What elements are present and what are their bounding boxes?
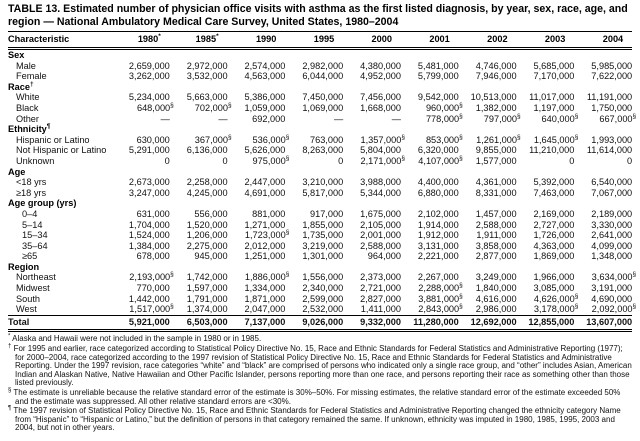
row-label: Unknown (16, 155, 55, 166)
row-value-cell: 640,000§ (541, 112, 579, 124)
table-row (8, 71, 632, 82)
row-value-cell: 881,000 (252, 208, 286, 219)
row-value-cell: 2,288,000§ (418, 282, 463, 294)
row-label: 0–4 (22, 208, 38, 219)
row-value-cell: 1,374,000 (186, 304, 228, 315)
row-value-cell: 2,574,000 (244, 60, 286, 71)
row-value-cell: 7,463,000 (533, 187, 575, 198)
row-value-cell: 4,245,000 (186, 187, 228, 198)
row-value-cell: 1,871,000 (244, 293, 286, 304)
row-value-cell: 1,914,000 (417, 219, 459, 230)
row-value-cell: 2,102,000 (417, 208, 459, 219)
table-header (8, 32, 632, 49)
row-value-cell: 763,000 (309, 134, 344, 145)
row-value-cell: 631,000 (136, 208, 170, 219)
row-value-cell: 4,380,000 (360, 60, 401, 71)
total-value-cell: 9,332,000 (343, 315, 401, 331)
row-value-cell: 1,271,000 (244, 219, 286, 230)
row-value-cell: 7,622,000 (591, 71, 633, 82)
row-label: 15–34 (22, 230, 48, 241)
row-value-cell: 1,855,000 (302, 219, 344, 230)
row-label: Female (16, 71, 47, 82)
row-value-cell: 4,690,000 (591, 293, 633, 304)
row-value-cell: 2,588,000 (360, 240, 401, 251)
row-value-cell: 9,542,000 (417, 92, 459, 103)
row-value-cell: 1,966,000 (533, 272, 575, 283)
row-value-cell: 367,000§ (194, 133, 232, 145)
row-value-cell: 1,742,000 (186, 272, 228, 283)
section-label: Ethnicity¶ (8, 123, 51, 135)
row-value-cell: 3,988,000 (360, 177, 401, 188)
table-title: TABLE 13. Estimated number of physician office visits with asthma as the first listed diagnosis, by year, sex, race, age, and region — National Ambulatory Medical Care Survey, United States, 1980–2004 (8, 3, 628, 28)
table-row (8, 61, 632, 72)
row-value-cell: 5,386,000 (244, 92, 286, 103)
row-value-cell: 8,263,000 (302, 145, 344, 156)
row-value-cell: 1,357,000§ (360, 133, 405, 145)
table-row (8, 103, 632, 114)
section-row (8, 124, 632, 135)
row-value-cell: 3,249,000 (475, 272, 517, 283)
row-value-cell: 2,588,000 (475, 219, 517, 230)
table-row (8, 188, 632, 199)
total-value-cell: 12,855,000 (517, 315, 575, 331)
row-value-cell: 2,189,000 (591, 208, 633, 219)
row-value-cell: 1,668,000 (360, 102, 401, 113)
row-value-cell: 964,000 (367, 251, 401, 262)
row-value-cell: 4,361,000 (475, 177, 517, 188)
row-value-cell: 0 (338, 155, 344, 166)
footnote-marker: ¶ (8, 405, 12, 412)
row-value-cell: 1,197,000 (533, 102, 575, 113)
row-value-cell: 11,210,000 (529, 145, 575, 156)
total-row (8, 315, 632, 331)
row-value-cell: 11,017,000 (529, 92, 575, 103)
row-label: <18 yrs (16, 177, 47, 188)
row-value-cell: 5,291,000 (128, 145, 170, 156)
table-row (8, 177, 632, 188)
row-value-cell: 3,131,000 (417, 240, 459, 251)
row-value-cell: 1,886,000§ (244, 271, 290, 283)
row-value-cell: 1,251,000 (244, 251, 286, 262)
row-value-cell: 4,626,000§ (533, 292, 579, 304)
row-value-cell: 7,456,000 (360, 92, 401, 103)
footnote-marker: § (8, 387, 12, 394)
table-body (8, 49, 637, 331)
row-value-cell: 702,000§ (194, 101, 232, 113)
row-value-cell: 1,750,000 (591, 102, 633, 113)
row-label: ≥18 yrs (16, 187, 47, 198)
row-value-cell: 4,563,000 (244, 71, 286, 82)
row-value-cell: 10,513,000 (470, 92, 517, 103)
row-value-cell: 0 (569, 155, 575, 166)
section-label: Age group (yrs) (8, 198, 77, 209)
row-value-cell: 960,000§ (425, 101, 463, 113)
row-value-cell: 8,331,000 (475, 187, 517, 198)
row-value-cell: 2,447,000 (244, 177, 286, 188)
data-table (8, 31, 637, 332)
row-value-cell: — (334, 113, 344, 124)
row-label: Black (16, 102, 39, 113)
row-value-cell: 1,735,000 (302, 230, 344, 241)
row-value-cell: 1,261,000§ (476, 133, 521, 145)
row-value-cell: 2,001,000 (360, 230, 401, 241)
table-row (8, 92, 632, 103)
row-value-cell: 778,000§ (425, 112, 463, 124)
table-row (8, 209, 632, 220)
row-value-cell: 2,641,000 (591, 230, 633, 241)
row-value-cell: 1,442,000 (128, 293, 170, 304)
row-value-cell: 945,000 (194, 251, 228, 262)
row-label: Midwest (16, 283, 50, 294)
row-value-cell: — (160, 113, 170, 124)
table-row (8, 272, 632, 283)
section-row (8, 49, 632, 61)
row-value-cell: 1,911,000 (476, 230, 517, 241)
row-value-cell: 556,000 (194, 208, 228, 219)
row-value-cell: 1,520,000 (186, 219, 228, 230)
table-row (8, 251, 632, 262)
row-value-cell: 1,675,000 (360, 208, 401, 219)
row-value-cell: 630,000 (136, 134, 170, 145)
row-value-cell: 7,170,000 (533, 71, 575, 82)
row-value-cell: 2,340,000 (302, 283, 344, 294)
row-value-cell: 1,334,000 (244, 283, 286, 294)
row-value-cell: 2,105,000 (360, 219, 401, 230)
section-label: Region (8, 261, 40, 272)
row-value-cell: 1,556,000 (302, 272, 344, 283)
row-value-cell: 2,727,000 (533, 219, 575, 230)
row-value-cell: 6,880,000 (417, 187, 459, 198)
row-value-cell: 4,616,000 (475, 293, 517, 304)
row-value-cell: 2,092,000§ (591, 303, 637, 315)
row-value-cell: 2,659,000 (128, 60, 170, 71)
row-value-cell: 648,000§ (136, 101, 174, 113)
section-label: Race† (8, 80, 34, 92)
row-value-cell: 1,726,000 (533, 230, 575, 241)
row-label: 5–14 (22, 219, 43, 230)
row-value-cell: 2,721,000 (360, 283, 401, 294)
row-value-cell: 3,858,000 (475, 240, 517, 251)
table-row (8, 304, 632, 315)
row-value-cell: 4,952,000 (360, 71, 401, 82)
row-value-cell: 4,099,000 (591, 240, 633, 251)
row-value-cell: 2,673,000 (128, 177, 170, 188)
column-header-year: 1985* (170, 32, 228, 49)
row-value-cell: 2,986,000 (475, 304, 517, 315)
row-label: Hispanic or Latino (16, 134, 90, 145)
row-value-cell: 2,877,000 (475, 251, 517, 262)
row-value-cell: 3,219,000 (302, 240, 344, 251)
row-value-cell: 853,000§ (425, 133, 463, 145)
footnote: ¶ The 1997 revision of Statistical Policy Directive No. 15, Race and Ethnic Standards for Federal Statistics and Administrative Reporting changed the ethnicity category Name from “Hispanic” to “Hispanic or Latino,” but the definition of persons in that category remained the same. If unknown, ethnicity was imputed in 1980, 1985, 1995, 2003 and 2004, but not in other years. (8, 405, 621, 433)
table-row (8, 156, 632, 167)
total-value-cell: 11,280,000 (401, 315, 459, 331)
table-row (8, 135, 632, 146)
section-row (8, 198, 632, 209)
row-value-cell: 1,206,000 (186, 230, 228, 241)
row-value-cell: 6,044,000 (302, 71, 344, 82)
row-value-cell: 5,817,000 (302, 187, 344, 198)
footnotes (8, 335, 632, 433)
row-value-cell: 1,993,000 (591, 134, 633, 145)
row-value-cell: 1,301,000 (302, 251, 344, 262)
row-value-cell: 2,169,000 (533, 208, 575, 219)
table-row (8, 114, 632, 125)
table-row (8, 241, 632, 252)
row-value-cell: — (218, 113, 228, 124)
row-value-cell: 2,221,000 (417, 251, 459, 262)
row-value-cell: 2,373,000 (360, 272, 401, 283)
row-label: South (16, 293, 41, 304)
row-value-cell: 6,540,000 (591, 177, 633, 188)
row-value-cell: 1,597,000 (186, 283, 228, 294)
table-row (8, 220, 632, 231)
row-value-cell: 2,267,000 (417, 272, 459, 283)
row-value-cell: 1,069,000 (302, 102, 344, 113)
row-value-cell: 2,012,000 (244, 240, 286, 251)
row-value-cell: 1,411,000 (360, 304, 401, 315)
section-label: Sex (8, 50, 25, 60)
row-value-cell: 1,645,000§ (533, 133, 579, 145)
column-header-year: 2001 (401, 32, 459, 49)
row-value-cell: 5,663,000 (186, 92, 228, 103)
row-value-cell: 1,517,000§ (129, 303, 174, 315)
row-value-cell: 5,685,000 (533, 60, 575, 71)
row-value-cell: 770,000 (136, 283, 170, 294)
row-value-cell: 2,171,000§ (360, 154, 405, 166)
table-row (8, 145, 632, 156)
total-value-cell: 7,137,000 (228, 315, 286, 331)
row-value-cell: 5,392,000 (533, 177, 575, 188)
row-value-cell: 3,085,000 (533, 283, 575, 294)
row-value-cell: 6,320,000 (417, 145, 459, 156)
row-value-cell: — (391, 113, 401, 124)
row-value-cell: 917,000 (309, 208, 344, 219)
row-value-cell: 5,344,000 (360, 187, 401, 198)
total-value-cell: 5,921,000 (112, 315, 170, 331)
footnote: * Alaska and Hawaii were not included in the sample in 1980 or in 1985. (8, 333, 262, 344)
row-value-cell: 11,614,000 (586, 145, 633, 156)
row-value-cell: 536,000§ (252, 133, 290, 145)
column-header-year: 1990 (228, 32, 286, 49)
row-value-cell: 667,000§ (599, 112, 637, 124)
section-label: Age (8, 166, 26, 177)
row-value-cell: 3,532,000 (186, 71, 228, 82)
footnote: § The estimate is unreliable because the relative standard error of the estimate is 30%–50%. For missing estimates, the relative standard error of the estimate exceeded 50% and the estimate was suppressed. All other relative standard errors are <30%. (8, 387, 621, 406)
row-value-cell: 797,000§ (483, 112, 521, 124)
row-value-cell: 5,804,000 (360, 145, 401, 156)
row-label: Not Hispanic or Latino (16, 145, 107, 156)
row-value-cell: 5,799,000 (417, 71, 459, 82)
row-value-cell: 7,067,000 (591, 187, 633, 198)
row-value-cell: 11,191,000 (586, 92, 633, 103)
row-value-cell: 3,247,000 (128, 187, 170, 198)
row-value-cell: 2,047,000 (244, 304, 286, 315)
row-value-cell: 3,178,000§ (533, 303, 579, 315)
row-value-cell: 2,827,000 (360, 293, 401, 304)
row-value-cell: 1,059,000 (244, 102, 286, 113)
row-value-cell: 678,000 (136, 251, 170, 262)
row-value-cell: 2,275,000 (186, 240, 228, 251)
column-header-characteristic: Characteristic (8, 32, 112, 49)
column-header-year: 2002 (459, 32, 517, 49)
row-value-cell: 4,400,000 (417, 177, 459, 188)
row-value-cell: 9,855,000 (475, 145, 517, 156)
row-value-cell: 1,384,000 (128, 240, 170, 251)
row-value-cell: 1,840,000 (475, 283, 517, 294)
row-label: Male (16, 60, 36, 71)
row-value-cell: 1,704,000 (128, 219, 170, 230)
row-value-cell: 5,481,000 (417, 60, 459, 71)
section-row (8, 82, 632, 93)
row-value-cell: 3,330,000 (591, 219, 633, 230)
row-value-cell: 3,191,000 (591, 283, 633, 294)
row-label: Other (16, 113, 39, 124)
row-value-cell: 3,210,000 (302, 177, 344, 188)
row-value-cell: 3,881,000§ (418, 292, 463, 304)
total-value-cell: 13,607,000 (574, 315, 632, 331)
table-row (8, 283, 632, 294)
column-header-year: 1980* (112, 32, 170, 49)
row-value-cell: 1,457,000 (475, 208, 517, 219)
column-header-year: 2003 (517, 32, 575, 49)
column-header-year: 2004 (574, 32, 632, 49)
row-value-cell: 2,599,000 (302, 293, 344, 304)
row-value-cell: 2,258,000 (186, 177, 228, 188)
row-value-cell: 2,972,000 (186, 60, 228, 71)
row-label: White (16, 92, 40, 103)
total-value-cell: 12,692,000 (459, 315, 517, 331)
row-value-cell: 1,912,000 (417, 230, 459, 241)
row-value-cell: 0 (164, 155, 170, 166)
row-value-cell: 4,691,000 (244, 187, 286, 198)
row-value-cell: 4,363,000 (533, 240, 575, 251)
row-value-cell: 1,791,000 (186, 293, 228, 304)
row-label: West (16, 304, 37, 315)
column-header-year: 2000 (343, 32, 401, 49)
total-label: Total (8, 315, 112, 331)
row-value-cell: 5,626,000 (244, 145, 286, 156)
row-value-cell: 0 (627, 155, 633, 166)
row-value-cell: 692,000 (252, 113, 286, 124)
row-value-cell: 1,382,000 (475, 102, 517, 113)
row-value-cell: 3,262,000 (128, 71, 170, 82)
table-row (8, 230, 632, 241)
section-row (8, 167, 632, 178)
row-value-cell: 3,634,000§ (591, 271, 637, 283)
row-value-cell: 1,577,000 (475, 155, 517, 166)
row-value-cell: 2,532,000 (302, 304, 344, 315)
row-value-cell: 1,723,000§ (244, 229, 290, 241)
row-value-cell: 1,524,000 (128, 230, 170, 241)
row-label: ≥65 (22, 251, 38, 262)
row-value-cell: 2,982,000 (302, 60, 344, 71)
total-value-cell: 9,026,000 (285, 315, 343, 331)
row-value-cell: 1,869,000 (533, 251, 575, 262)
row-value-cell: 6,136,000 (186, 145, 228, 156)
column-header-year: 1995 (285, 32, 343, 49)
row-value-cell: 7,946,000 (475, 71, 517, 82)
row-value-cell: 1,348,000 (591, 251, 633, 262)
footnote-marker: * (8, 333, 11, 340)
row-value-cell: 2,193,000§ (129, 271, 174, 283)
row-value-cell: 5,985,000 (591, 60, 633, 71)
header-row (8, 32, 632, 49)
footnote-marker: † (8, 343, 12, 350)
row-value-cell: 7,450,000 (302, 92, 344, 103)
row-value-cell: 2,843,000§ (418, 303, 463, 315)
row-value-cell: 0 (222, 155, 228, 166)
footnote: † For 1995 and earlier, race categorized according to Statistical Policy Directive No. 15, Race and Ethnic Standards for Federal Statistics and Administrative Reporting (1977); for 2000–2004, race categorized according to the 1997 revision of Statistical Policy Directive No. 15, Race and Ethnic Standards for Federal Statistics and Administrative Reporting. Under the 1997 revision, race categories “white” and “black” are comprised of persons who indicated only a single race group, and “other” includes Asian, American Indian and Alaskan Native, Native Hawaiian and Other Pacific Islander, persons reporting more than one race, and persons reporting their race as something other than those listed previously. (8, 343, 632, 388)
row-value-cell: 5,234,000 (128, 92, 170, 103)
row-label: 35–64 (22, 240, 48, 251)
row-value-cell: 975,000§ (252, 154, 290, 166)
table-row (8, 294, 632, 305)
row-value-cell: 4,107,000§ (418, 154, 463, 166)
total-value-cell: 6,503,000 (170, 315, 228, 331)
row-label: Northeast (16, 272, 56, 283)
section-row (8, 262, 632, 273)
row-value-cell: 4,746,000 (475, 60, 517, 71)
